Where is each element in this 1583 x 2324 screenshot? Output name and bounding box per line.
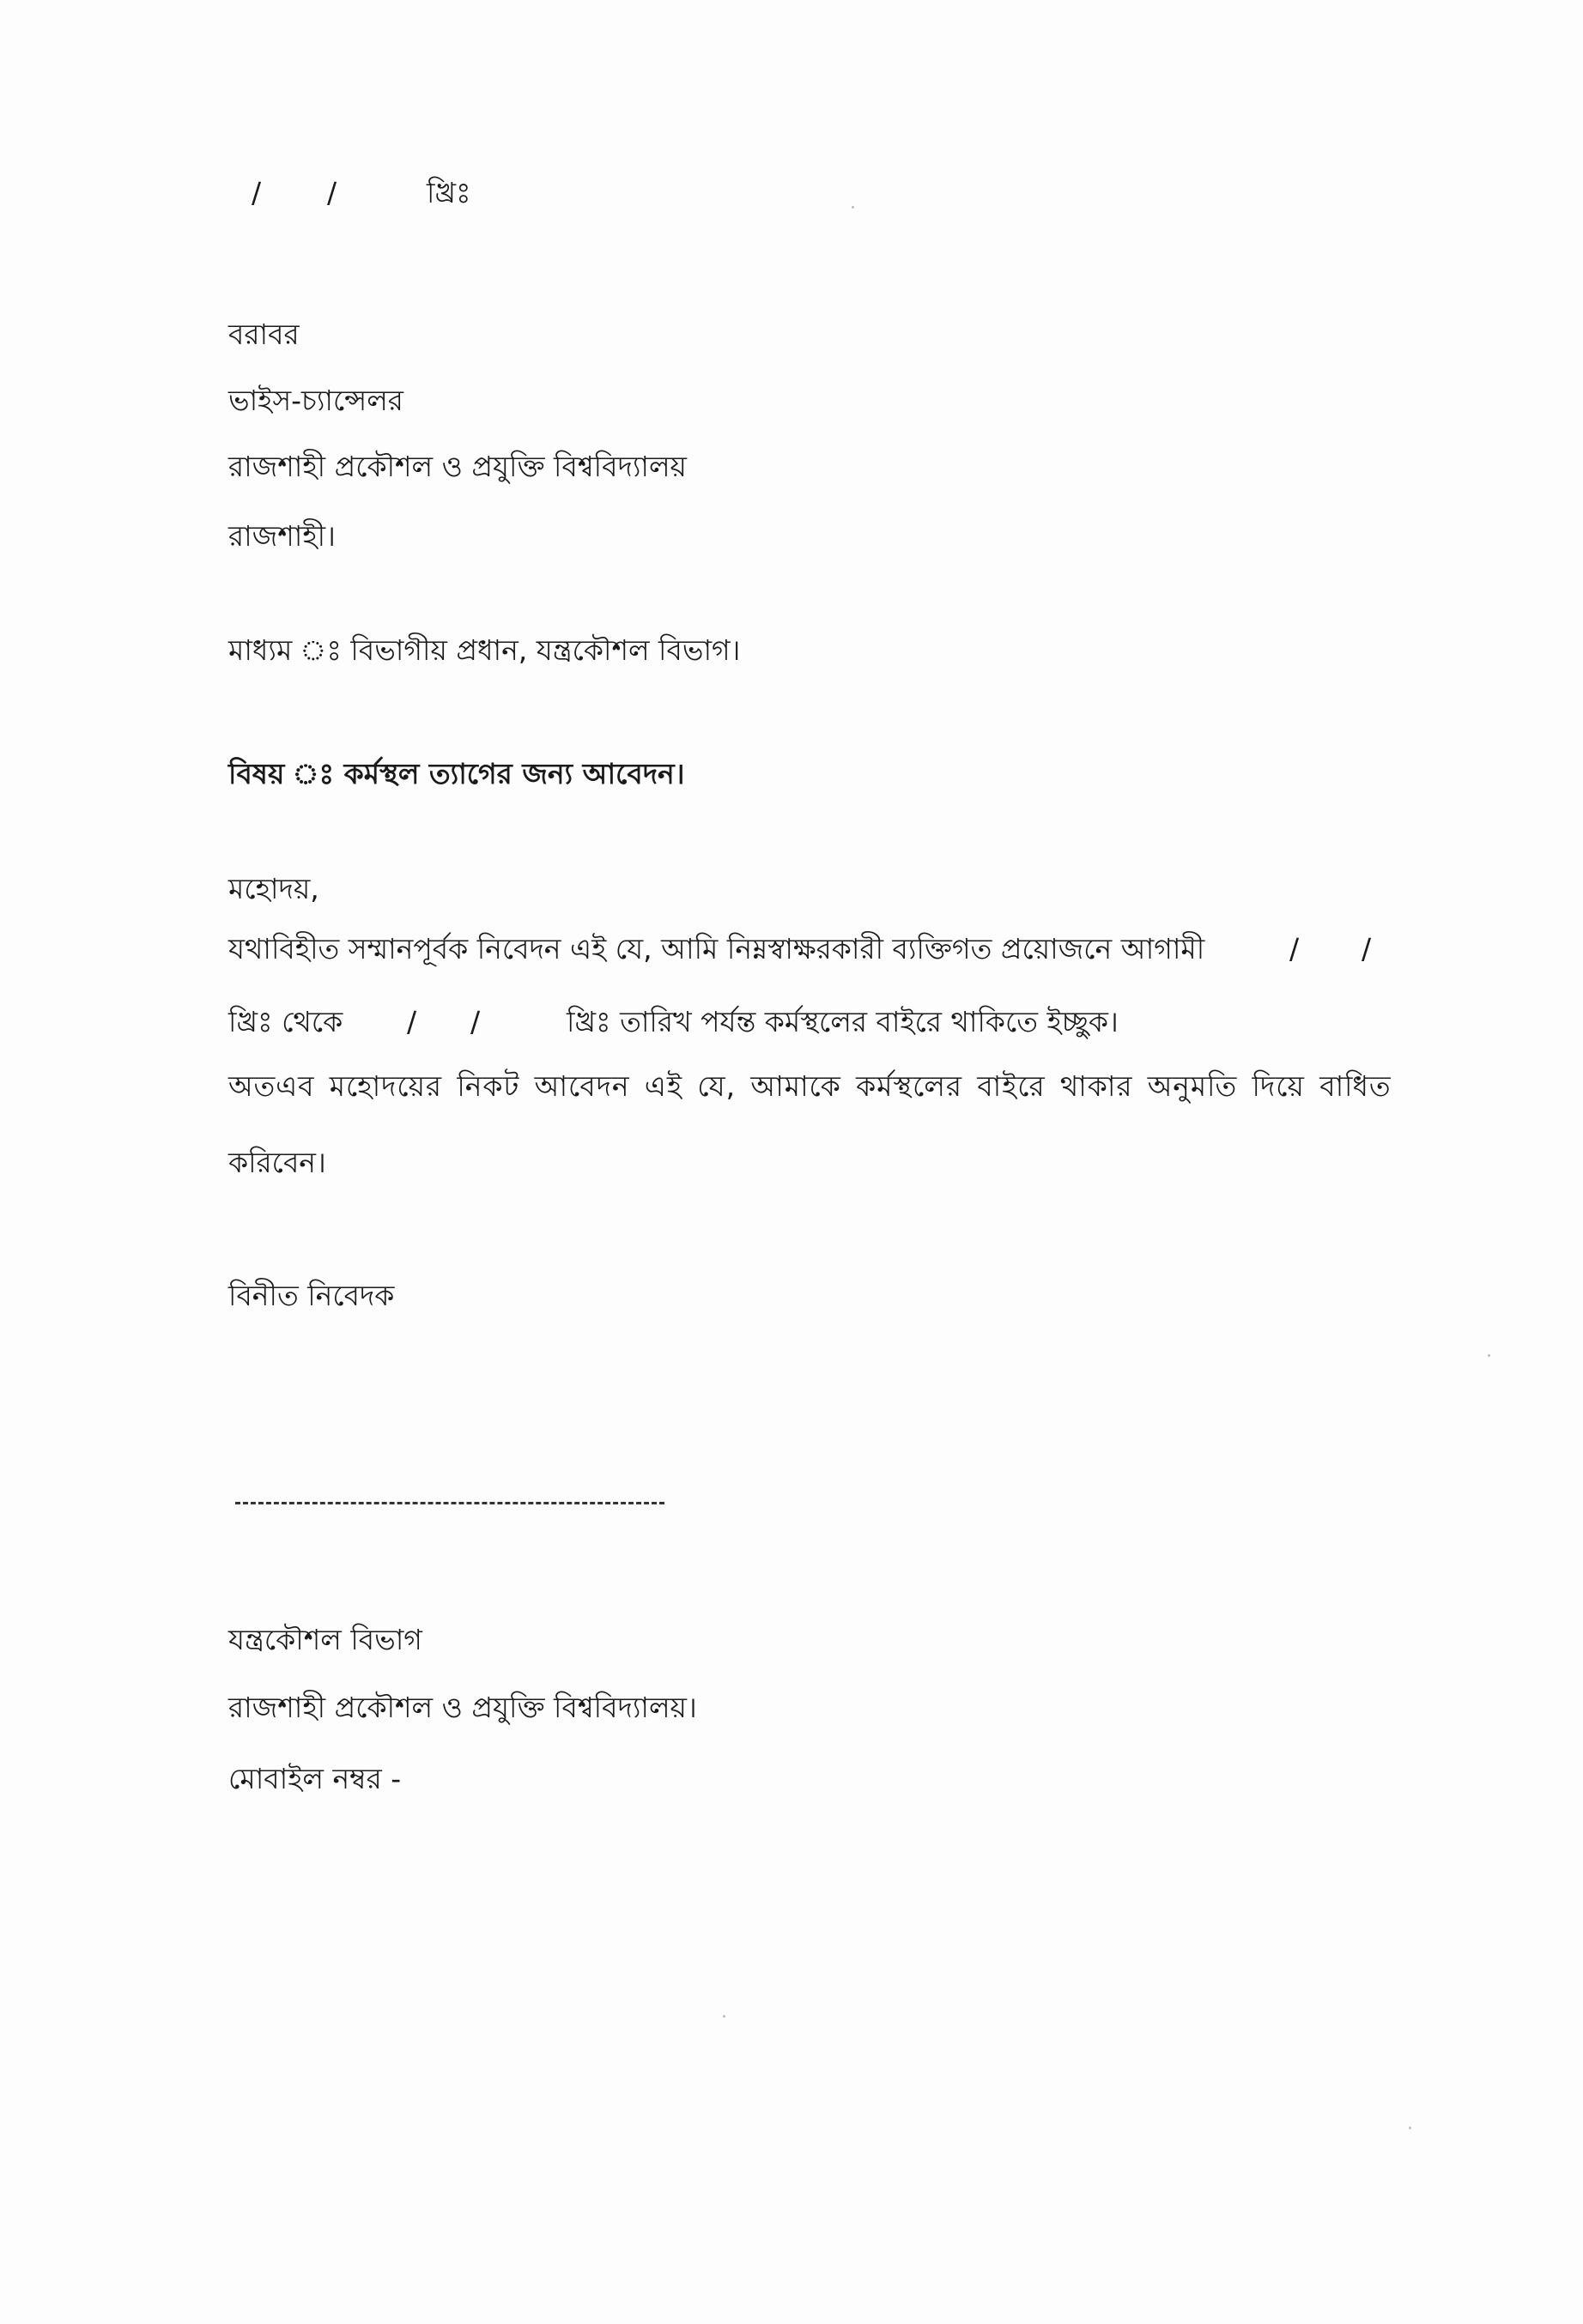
scan-speck [852,206,854,209]
sender-mobile-label: মোবাইল নম্বর - [228,1762,402,1795]
body-line-2-end: খ্রিঃ তারিখ পর্যন্ত কর্মস্থলের বাইরে থাকিতে ইচ্ছুক। [567,1005,1119,1038]
body-line-4: করিবেন। [228,1146,326,1179]
date-slash-1: / [252,176,262,209]
body-line-1: যথাবিহীত সম্মানপূর্বক নিবেদন এই যে, আমি নিম্নস্বাক্ষরকারী ব্যক্তিগত প্রয়োজনে আগামী [228,932,1205,965]
recipient-city: রাজশাহী। [228,519,336,553]
body-line-1-slash-1: / [1289,932,1300,965]
subject-line: বিষয় ঃ কর্মস্থল ত্যাগের জন্য আবেদন। [228,757,685,790]
body-line-2-start: খ্রিঃ থেকে [228,1005,343,1038]
scan-speck [723,2015,725,2018]
via-line: মাধ্যম ঃ বিভাগীয় প্রধান, যন্ত্রকৌশল বিভাগ। [228,633,741,667]
scan-speck [1488,1354,1490,1357]
date-row [0,176,601,210]
body-line-1-slash-2: / [1362,932,1372,965]
greeting: মহোদয়, [228,872,319,905]
scan-speck [1409,2127,1411,2129]
date-slash-2: / [327,176,337,209]
body-line-2-slash-2: / [470,1005,481,1038]
sender-institution: রাজশাহী প্রকৌশল ও প্রযুক্তি বিশ্ববিদ্যালয়। [228,1691,697,1724]
signature-line [235,1502,664,1504]
recipient-salutation: বরাবর [228,318,300,351]
recipient-institution: রাজশাহী প্রকৌশল ও প্রযুক্তি বিশ্ববিদ্যালয় [228,450,687,483]
date-suffix: খ্রিঃ [427,176,471,209]
recipient-title: ভাইস-চ্যান্সেলর [228,384,403,417]
body-line-3: অতএব মহোদয়ের নিকট আবেদন এই যে, আমাকে কর্মস্থলের বাইরে থাকার অনুমতি দিয়ে বাধিত [228,1069,1392,1103]
closing: বিনীত নিবেদক [228,1279,395,1312]
sender-department: যন্ত্রকৌশল বিভাগ [228,1623,422,1656]
body-line-2-slash-1: / [407,1005,417,1038]
